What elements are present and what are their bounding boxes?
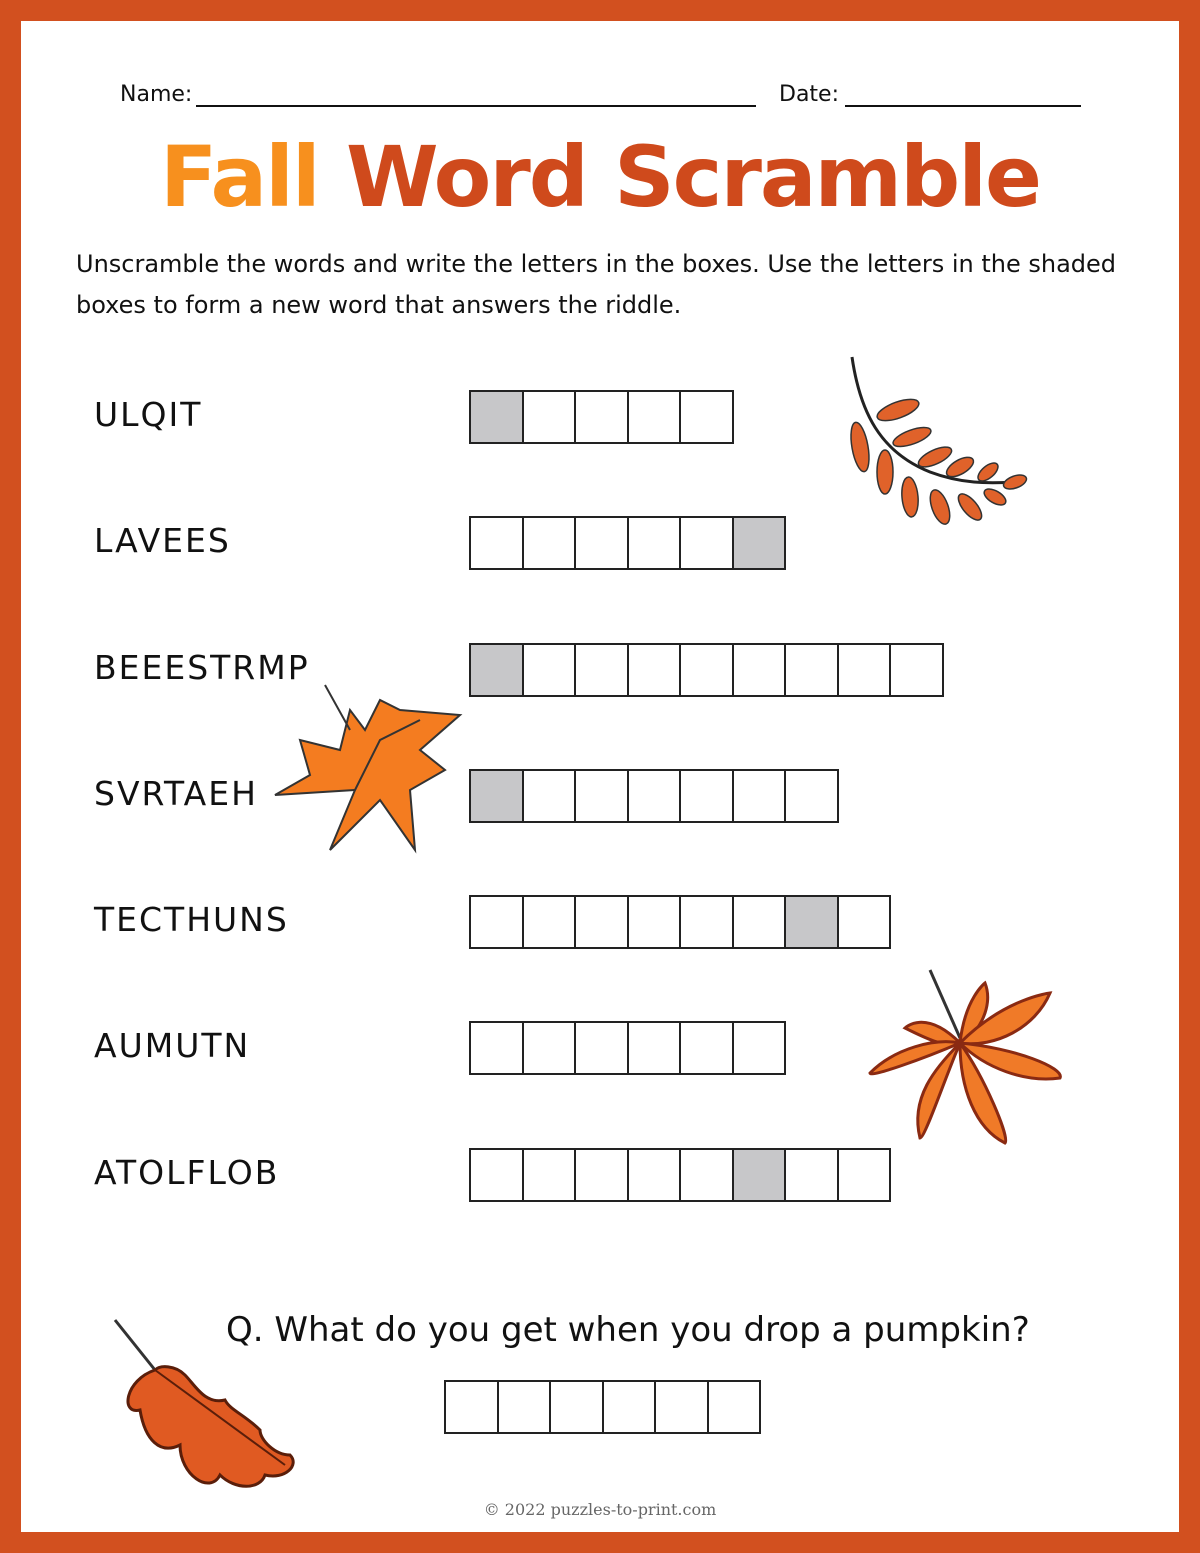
letter-box[interactable] <box>681 392 732 442</box>
shaded-letter-box[interactable] <box>471 771 524 821</box>
riddle-answer-boxes[interactable] <box>444 1380 761 1434</box>
date-label: Date: <box>779 82 839 107</box>
answer-boxes[interactable] <box>469 390 734 444</box>
leaf-branch-icon <box>840 352 1040 532</box>
letter-box[interactable] <box>734 1023 785 1073</box>
letter-box[interactable] <box>471 897 524 947</box>
scrambled-word: ATOLFLOB <box>94 1153 280 1192</box>
name-field[interactable] <box>196 105 756 107</box>
letter-box[interactable] <box>524 392 577 442</box>
page-title <box>0 128 1200 226</box>
scrambled-word: SVRTAEH <box>94 774 258 813</box>
letter-box[interactable] <box>604 1382 657 1432</box>
copyright-footer: © 2022 puzzles-to-print.com <box>483 1500 717 1519</box>
letter-box[interactable] <box>524 1023 577 1073</box>
scrambled-word: AUMUTN <box>94 1026 251 1065</box>
letter-box[interactable] <box>524 1150 577 1200</box>
oak-leaf-icon <box>110 1315 300 1500</box>
letter-box[interactable] <box>786 771 837 821</box>
date-field[interactable] <box>845 105 1081 107</box>
letter-box[interactable] <box>524 518 577 568</box>
shaded-letter-box[interactable] <box>734 518 785 568</box>
letter-box[interactable] <box>656 1382 709 1432</box>
shaded-letter-box[interactable] <box>786 897 839 947</box>
letter-box[interactable] <box>681 771 734 821</box>
answer-boxes[interactable] <box>469 1021 786 1075</box>
letter-box[interactable] <box>681 897 734 947</box>
title-fall: Fall <box>160 128 319 226</box>
letter-box[interactable] <box>734 771 787 821</box>
letter-box[interactable] <box>524 645 577 695</box>
letter-box[interactable] <box>734 645 787 695</box>
title-rest: Word Scramble <box>345 128 1040 226</box>
letter-box[interactable] <box>629 392 682 442</box>
letter-box[interactable] <box>576 1023 629 1073</box>
letter-box[interactable] <box>471 1023 524 1073</box>
letter-box[interactable] <box>576 897 629 947</box>
letter-box[interactable] <box>629 1023 682 1073</box>
letter-box[interactable] <box>629 645 682 695</box>
letter-box[interactable] <box>629 1150 682 1200</box>
chestnut-leaf-icon <box>865 968 1070 1148</box>
scrambled-word: TECTHUNS <box>94 900 289 939</box>
scrambled-word: LAVEES <box>94 521 231 560</box>
letter-box[interactable] <box>629 897 682 947</box>
answer-boxes[interactable] <box>469 1148 891 1202</box>
scrambled-word: ULQIT <box>94 395 203 434</box>
shaded-letter-box[interactable] <box>734 1150 787 1200</box>
letter-box[interactable] <box>471 1150 524 1200</box>
letter-box[interactable] <box>576 771 629 821</box>
letter-box[interactable] <box>524 771 577 821</box>
shaded-letter-box[interactable] <box>471 645 524 695</box>
name-label: Name: <box>120 82 193 107</box>
maple-leaf-icon <box>270 680 465 860</box>
scrambled-word: BEEESTRMP <box>94 648 310 687</box>
letter-box[interactable] <box>786 1150 839 1200</box>
letter-box[interactable] <box>446 1382 499 1432</box>
letter-box[interactable] <box>681 1150 734 1200</box>
riddle-question: Q. What do you get when you drop a pumpkin? <box>226 1310 1030 1350</box>
letter-box[interactable] <box>499 1382 552 1432</box>
answer-boxes[interactable] <box>469 643 944 697</box>
letter-box[interactable] <box>681 645 734 695</box>
instructions: Unscramble the words and write the letters in the boxes. Use the letters in the shaded boxes to form a new word that answers the riddle. <box>76 250 1117 319</box>
shaded-letter-box[interactable] <box>471 392 524 442</box>
letter-box[interactable] <box>524 897 577 947</box>
letter-box[interactable] <box>576 1150 629 1200</box>
answer-boxes[interactable] <box>469 895 891 949</box>
letter-box[interactable] <box>629 518 682 568</box>
letter-box[interactable] <box>471 518 524 568</box>
letter-box[interactable] <box>786 645 839 695</box>
letter-box[interactable] <box>629 771 682 821</box>
answer-boxes[interactable] <box>469 516 786 570</box>
letter-box[interactable] <box>734 897 787 947</box>
letter-box[interactable] <box>576 392 629 442</box>
letter-box[interactable] <box>576 518 629 568</box>
letter-box[interactable] <box>839 1150 890 1200</box>
letter-box[interactable] <box>839 645 892 695</box>
letter-box[interactable] <box>681 518 734 568</box>
letter-box[interactable] <box>681 1023 734 1073</box>
letter-box[interactable] <box>551 1382 604 1432</box>
answer-boxes[interactable] <box>469 769 839 823</box>
letter-box[interactable] <box>839 897 890 947</box>
letter-box[interactable] <box>891 645 942 695</box>
letter-box[interactable] <box>576 645 629 695</box>
letter-box[interactable] <box>709 1382 760 1432</box>
